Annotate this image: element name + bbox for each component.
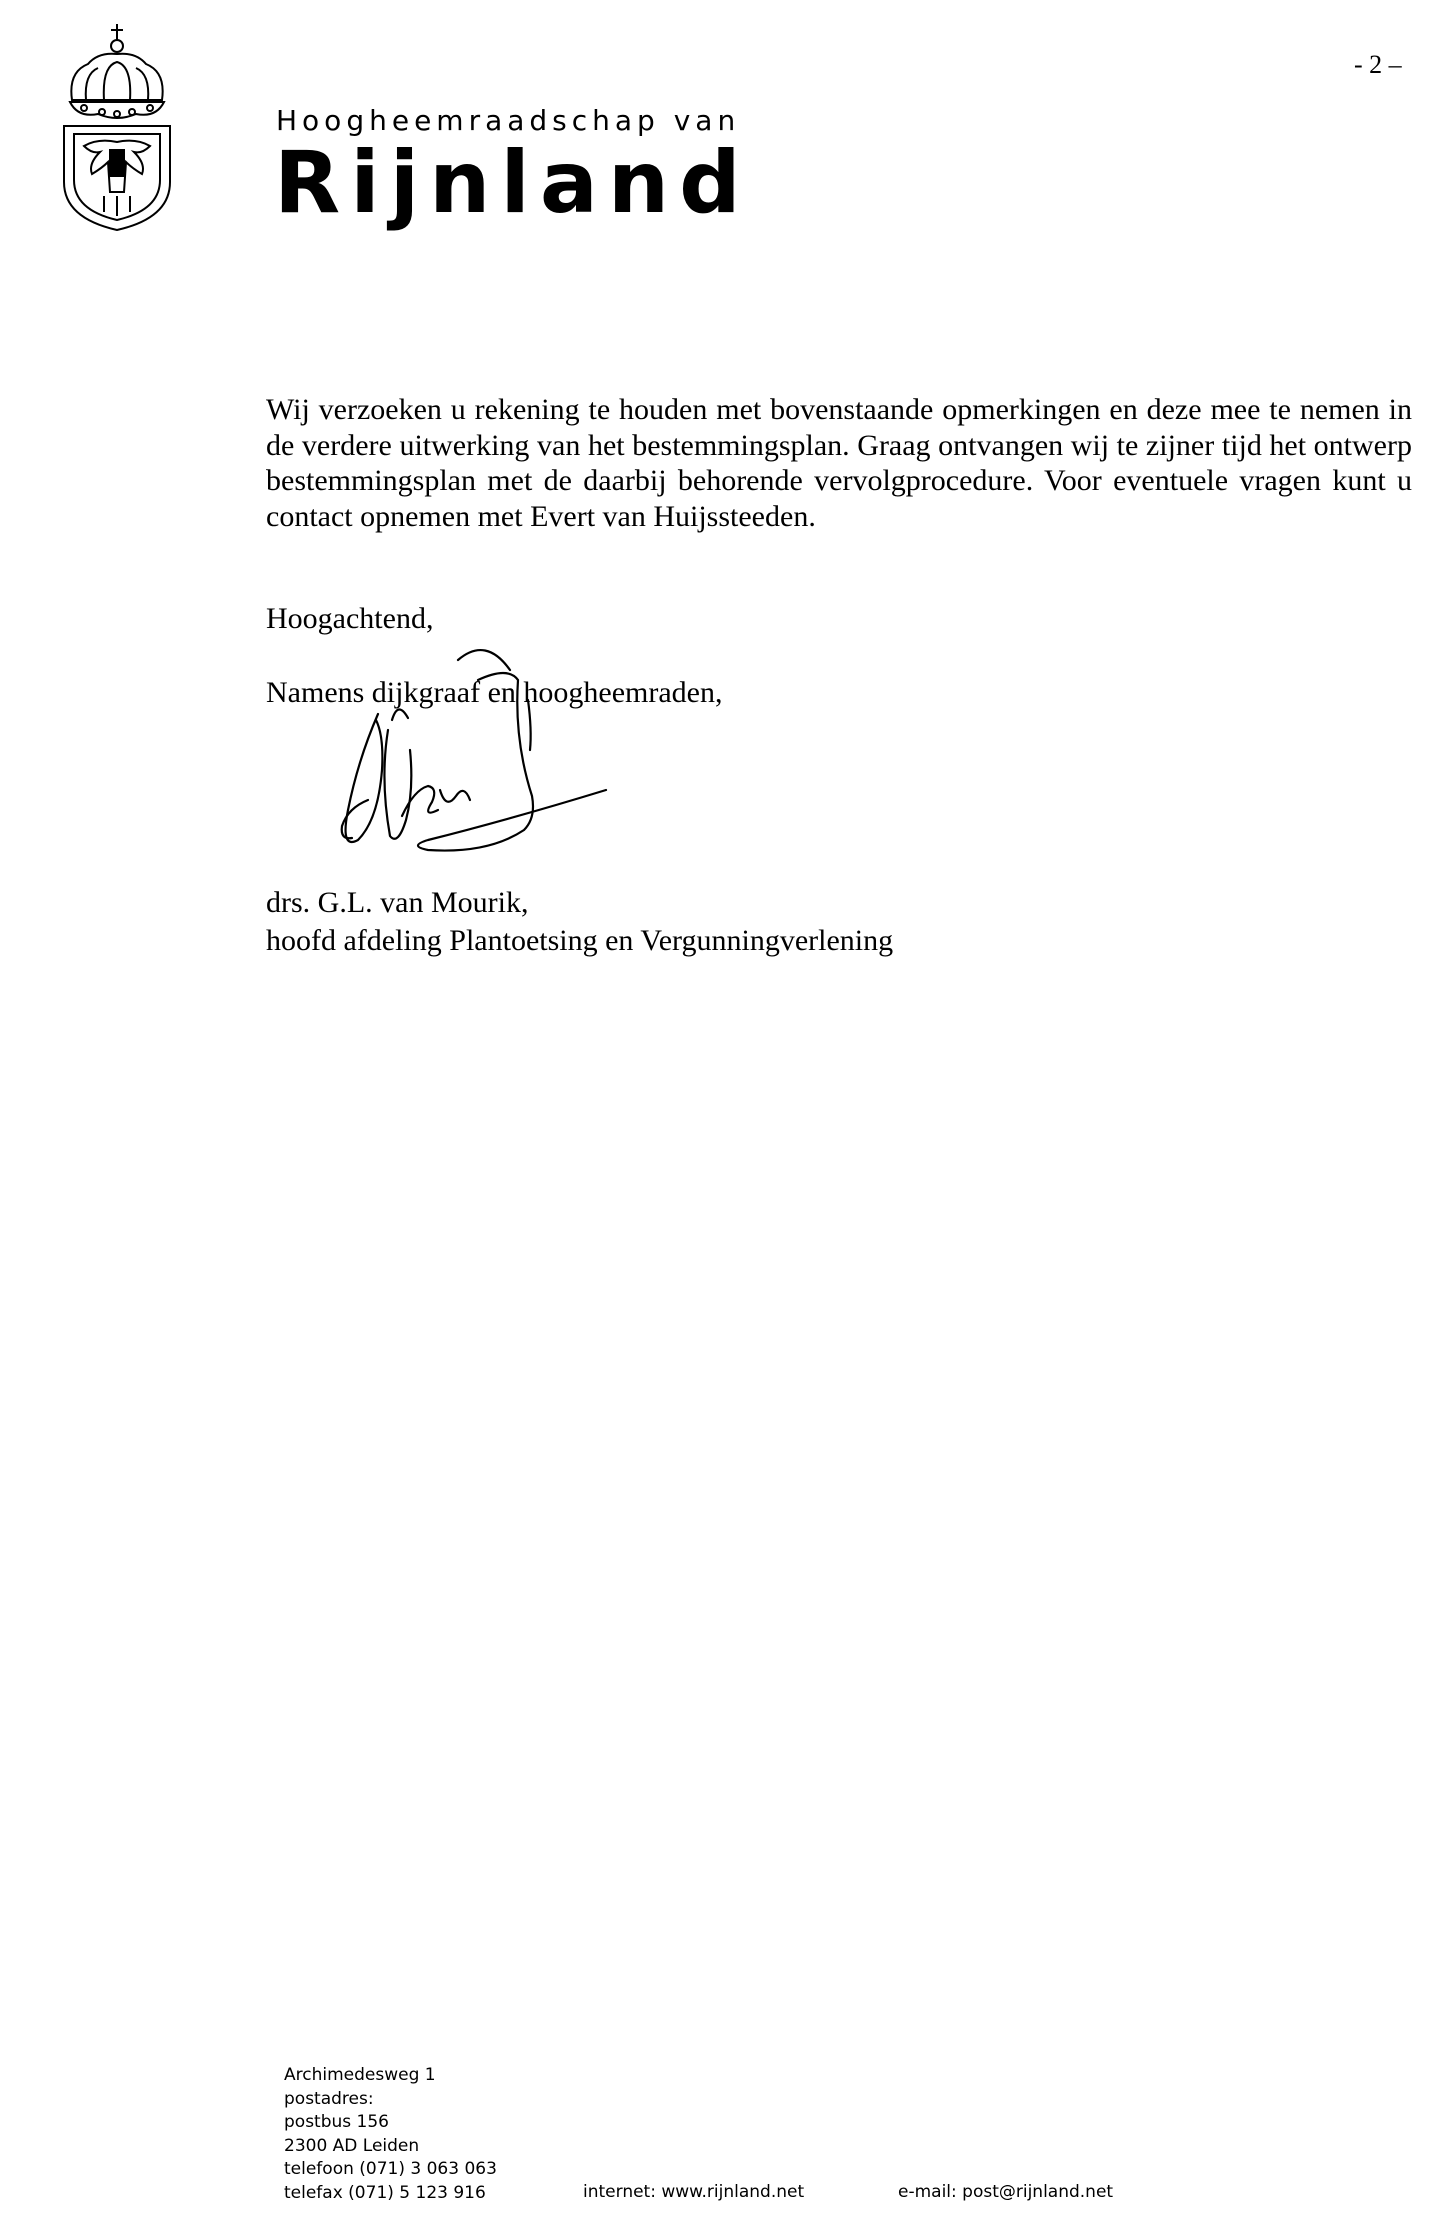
signer-title: hoofd afdeling Plantoetsing en Vergunningverlening <box>266 924 894 957</box>
page-number: - 2 – <box>1354 50 1402 79</box>
organization-subtitle: Hoogheemraadschap van <box>276 104 741 137</box>
footer-address <box>284 2064 497 2205</box>
letter-body: Wij verzoeken u rekening te houden met bovenstaande opmerkingen en deze mee te nemen in de verdere uitwerking van het bestemmingsplan. Graag ontvangen wij te zijner tijd het ontwerp bestemmingsplan met de daarbij behorende vervolgprocedure. Voor eventuele vragen kunt u contact opnemen met Evert van Huijssteeden. <box>266 393 1412 533</box>
handwritten-signature <box>318 640 608 870</box>
footer-postcode-city: 2300 AD Leiden <box>284 2135 420 2156</box>
footer-street: Archimedesweg 1 <box>284 2065 436 2085</box>
footer-fax: telefax (071) 5 123 916 <box>284 2182 486 2203</box>
footer-phone: telefoon (071) 3 063 063 <box>284 2159 497 2179</box>
on-behalf-line: Namens dijkgraaf en hoogheemraden, <box>266 676 723 709</box>
letter-closing: Hoogachtend, <box>266 602 434 635</box>
organization-name: Rijnland <box>274 133 751 233</box>
coat-of-arms-icon <box>58 22 176 232</box>
footer-website: internet: www.rijnland.net <box>583 2182 805 2202</box>
footer-postal-label: postadres: <box>284 2088 374 2109</box>
signer-name: drs. G.L. van Mourik, <box>266 886 529 919</box>
footer-postbus: postbus 156 <box>284 2112 389 2132</box>
footer-email: e-mail: post@rijnland.net <box>898 2182 1114 2202</box>
